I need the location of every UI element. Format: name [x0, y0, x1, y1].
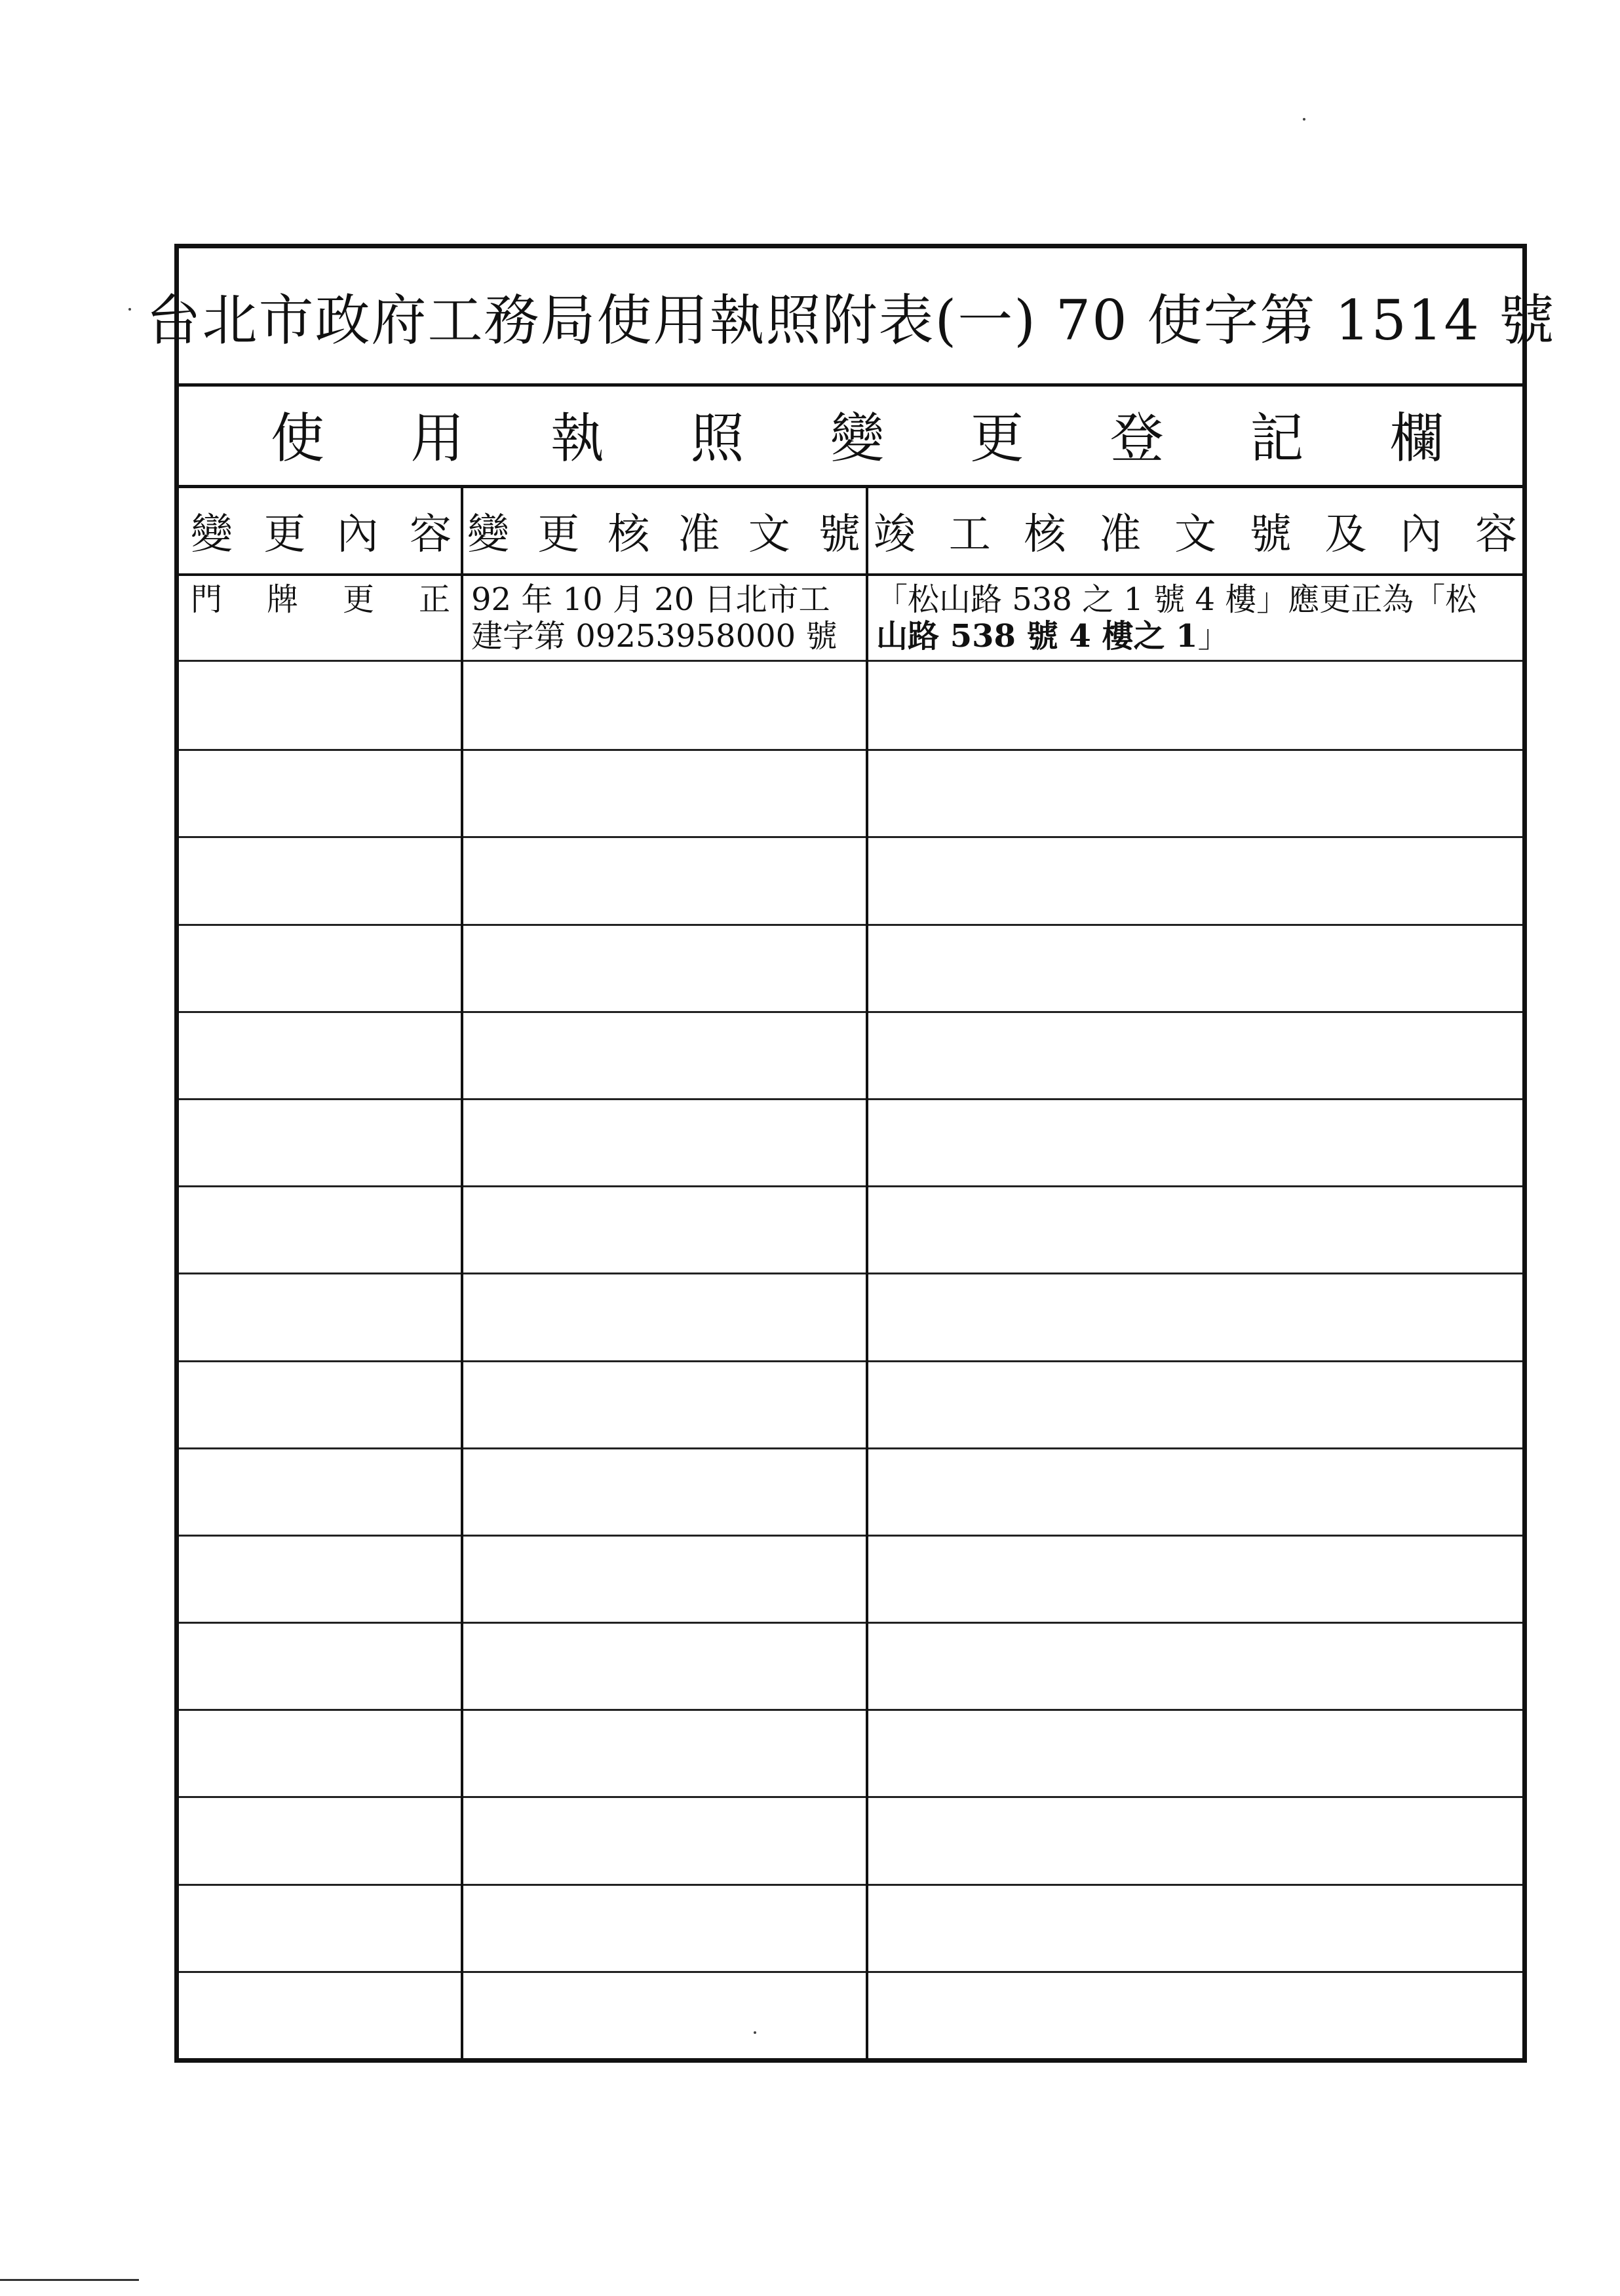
scan-speck [754, 2031, 756, 2034]
cell-char: 牌 [266, 581, 298, 618]
section-heading [179, 383, 1522, 488]
corrected-address: 山路 538 號 4 樓之 1 [876, 618, 1198, 655]
cell-char: 更 [342, 581, 374, 618]
header-char: 核 [608, 510, 650, 559]
header-change-content [191, 488, 461, 573]
completion-content-cell [876, 581, 1518, 655]
empty-table-row [179, 749, 1522, 838]
empty-table-row [179, 1709, 1522, 1798]
scan-speck [128, 308, 131, 311]
header-char: 容 [409, 510, 452, 559]
heading-char: 執 [550, 408, 604, 470]
empty-table-row [179, 1185, 1522, 1274]
cell-char: 正 [418, 581, 450, 618]
empty-table-row [179, 836, 1522, 925]
header-char: 文 [748, 510, 790, 559]
header-char: 及 [1324, 510, 1367, 559]
header-char: 准 [678, 510, 720, 559]
header-char: 內 [336, 510, 379, 559]
approval-number-cell [471, 581, 862, 655]
header-char: 文 [1174, 510, 1216, 559]
empty-table-row [179, 1272, 1522, 1362]
empty-table-row [179, 1011, 1522, 1100]
empty-table-row [179, 1535, 1522, 1624]
header-char: 變 [191, 510, 233, 559]
heading-char: 更 [970, 408, 1024, 470]
table-header-row [179, 488, 1522, 576]
header-completion-approval [874, 488, 1522, 573]
usage-license-annex-form [145, 244, 1556, 2063]
empty-table-row [179, 1971, 1522, 2058]
heading-char: 用 [410, 408, 465, 470]
heading-char: 變 [830, 408, 884, 470]
approval-line-2: 建字第 09253958000 號 [471, 618, 838, 655]
header-char: 核 [1024, 510, 1066, 559]
form-title-text: 台北市政府工務局使用執照附表(一) 70 使字第 1514 號 [145, 288, 1556, 353]
header-char: 竣 [874, 510, 916, 559]
heading-char: 照 [690, 408, 744, 470]
empty-table-row [179, 1884, 1522, 1973]
empty-table-row [179, 924, 1522, 1013]
approval-line-1: 92 年 10 月 20 日北市工 [471, 581, 830, 618]
heading-char: 使 [271, 408, 325, 470]
header-change-approval-number [467, 488, 866, 573]
header-char: 號 [1249, 510, 1292, 559]
form-title [145, 248, 1556, 387]
empty-table-row [179, 1360, 1522, 1449]
heading-char: 登 [1109, 408, 1164, 470]
table-row [179, 576, 1522, 662]
column-divider [461, 488, 463, 2058]
closing-bracket: 」 [1197, 618, 1229, 655]
cell-char: 門 [191, 581, 223, 618]
empty-table-row [179, 662, 1522, 751]
header-char: 內 [1400, 510, 1442, 559]
empty-table-row [179, 1098, 1522, 1187]
header-char: 變 [467, 510, 509, 559]
change-content-cell [191, 581, 455, 618]
scan-speck [1303, 118, 1305, 121]
column-divider [866, 488, 868, 2058]
header-char: 容 [1475, 510, 1517, 559]
footer-mark [0, 2279, 139, 2281]
empty-table-row [179, 1622, 1522, 1711]
completion-line-2 [876, 618, 1518, 655]
heading-char: 記 [1250, 408, 1304, 470]
header-char: 號 [818, 510, 860, 559]
heading-char: 欄 [1389, 408, 1444, 470]
header-char: 更 [537, 510, 580, 559]
header-char: 更 [263, 510, 306, 559]
completion-line-1: 「松山路 538 之 1 號 4 樓」應更正為「松 [876, 581, 1477, 618]
empty-table-row [179, 1447, 1522, 1537]
header-char: 准 [1099, 510, 1142, 559]
header-char: 工 [948, 510, 991, 559]
empty-table-row [179, 1796, 1522, 1885]
